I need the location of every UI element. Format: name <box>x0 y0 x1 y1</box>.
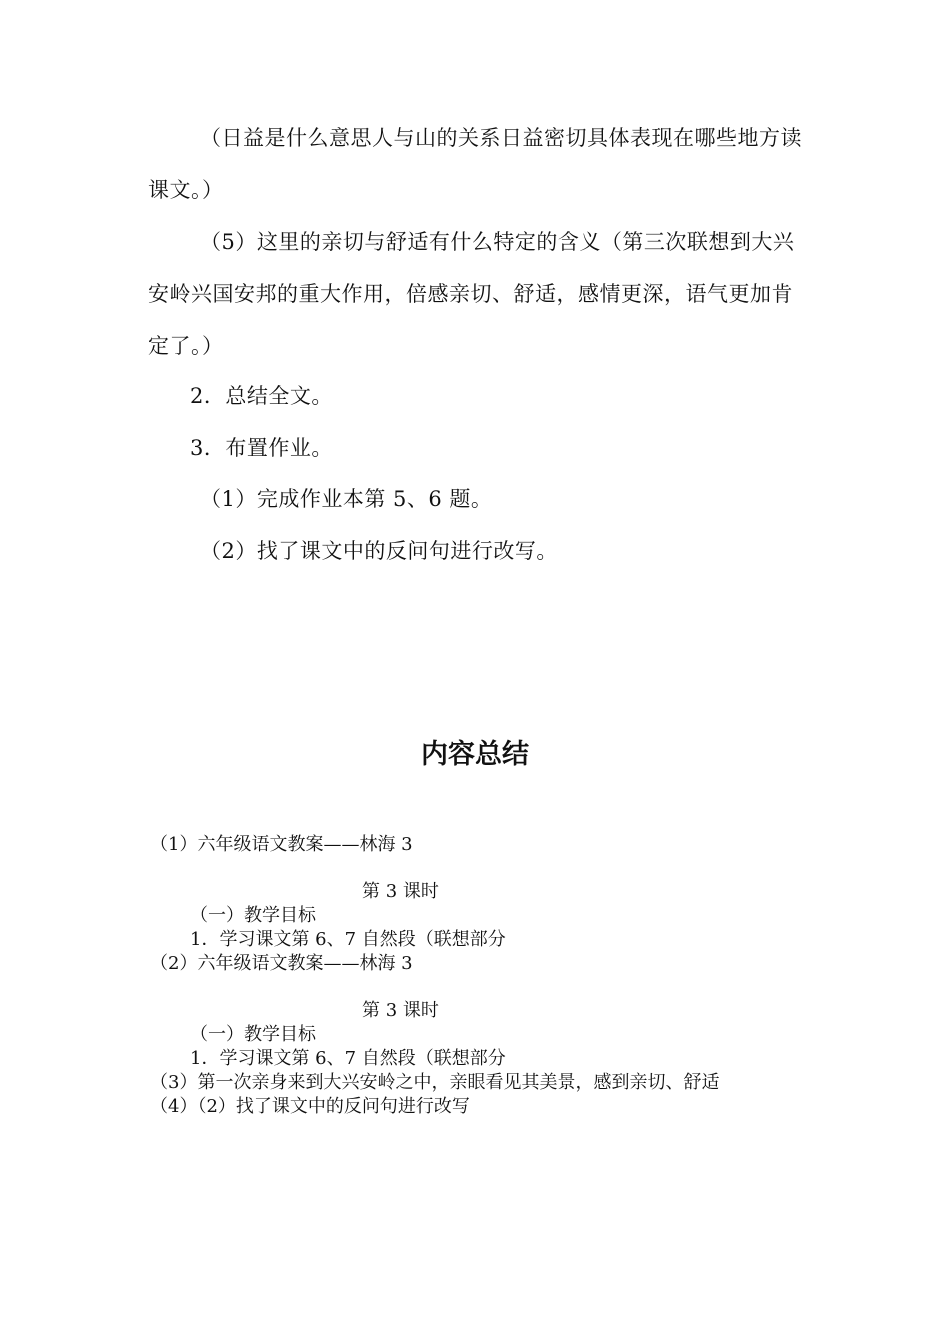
summary-line-10: （4）（2）找了课文中的反问句进行改写 <box>150 1096 470 1117</box>
summary-line-1: （1）六年级语文教案——林海 3 <box>150 834 413 855</box>
summary-line-3: （一）教学目标 <box>190 905 316 926</box>
body-paragraph-2: （5）这里的亲切与舒适有什么特定的含义（第三次联想到大兴安岭兴国安邦的重大作用，倍感亲切、舒适，感情更深，语气更加肯定了。） <box>148 230 795 358</box>
summary-line-8: 1．学习课文第 6、7 自然段（联想部分 <box>190 1048 506 1069</box>
body-paragraph-3: 2．总结全文。 <box>190 384 333 408</box>
body-paragraph-4: 3．布置作业。 <box>190 436 333 460</box>
summary-line-9: （3）第一次亲身来到大兴安岭之中，亲眼看见其美景，感到亲切、舒适 <box>150 1072 720 1093</box>
summary-line-7: （一）教学目标 <box>190 1024 316 1045</box>
summary-line-2: 第 3 课时 <box>362 881 439 902</box>
summary-line-4: 1．学习课文第 6、7 自然段（联想部分 <box>190 929 506 950</box>
body-paragraph-5: （1）完成作业本第 5、6 题。 <box>200 487 493 511</box>
body-paragraph-1: （日益是什么意思人与山的关系日益密切具体表现在哪些地方读课文。） <box>148 126 802 202</box>
summary-line-5: （2）六年级语文教案——林海 3 <box>150 953 413 974</box>
body-paragraph-6: （2）找了课文中的反问句进行改写。 <box>200 539 558 563</box>
summary-title: 内容总结 <box>421 739 529 770</box>
summary-line-6: 第 3 课时 <box>362 1000 439 1021</box>
